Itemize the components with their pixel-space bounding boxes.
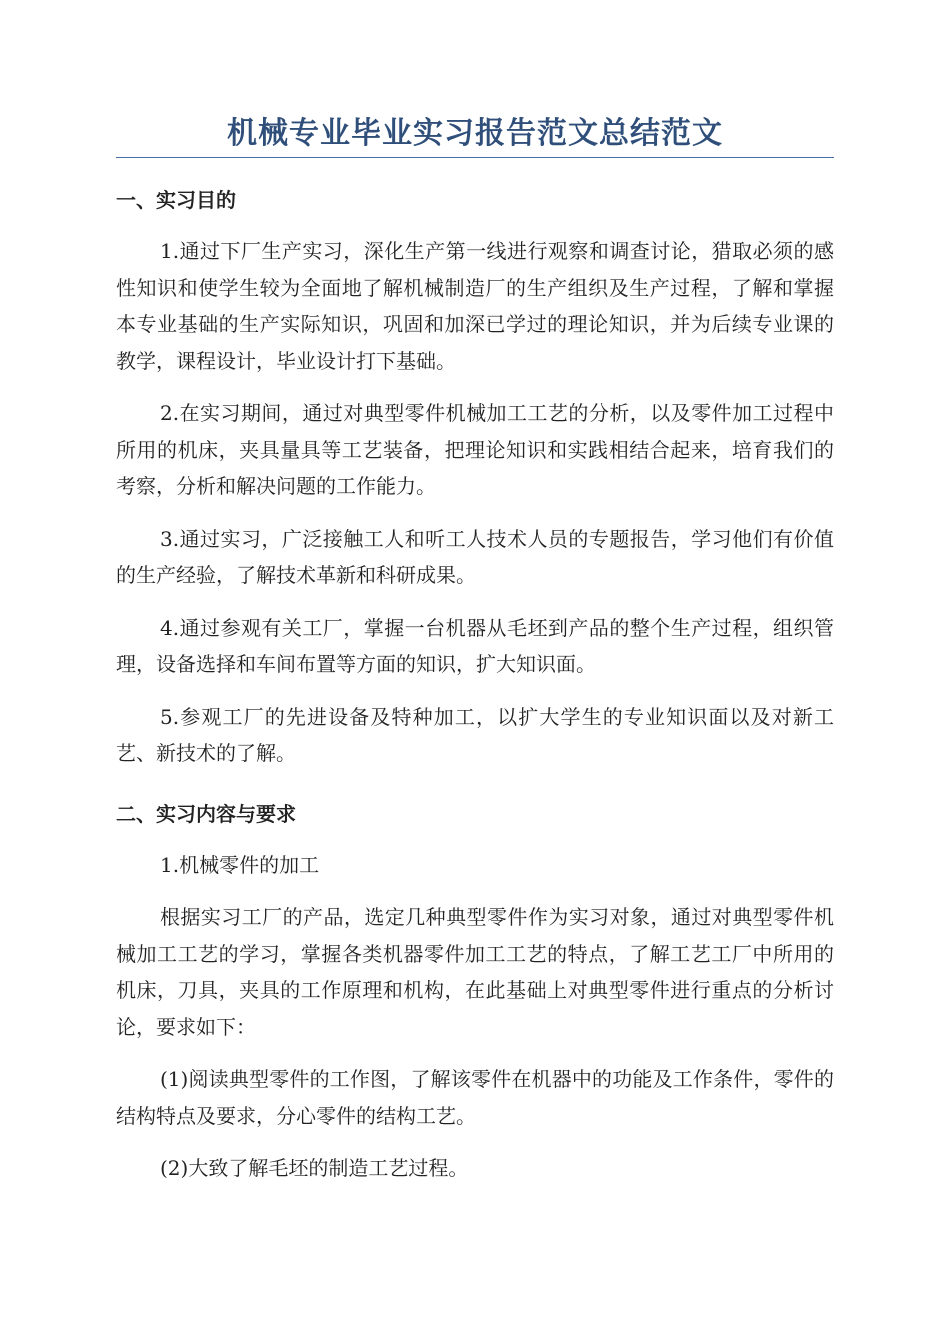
paragraph: 4.通过参观有关工厂，掌握一台机器从毛坯到产品的整个生产过程，组织管理，设备选择和车间布置等方面的知识，扩大知识面。	[116, 615, 834, 676]
paragraph: 3.通过实习，广泛接触工人和听工人技术人员的专题报告，学习他们有价值的生产经验，了解技术革新和科研成果。	[116, 526, 834, 587]
paragraph: 1.机械零件的加工	[160, 852, 320, 877]
document-page	[116, 112, 834, 1187]
paragraph: 1.通过下厂生产实习，深化生产第一线进行观察和调查讨论，猎取必须的感性知识和使学生较为全面地了解机械制造厂的生产组织及生产过程，了解和掌握本专业基础的生产实际知识，巩固和加深已学过的理论知识，并为后续专业课的教学，课程设计，毕业设计打下基础。	[116, 239, 834, 373]
section-heading: 一、实习目的	[116, 188, 236, 212]
section-heading: 二、实习内容与要求	[116, 801, 296, 826]
paragraph: 根据实习工厂的产品，选定几种典型零件作为实习对象，通过对典型零件机械加工工艺的学习，掌握各类机器零件加工工艺的特点，了解工艺工厂中所用的机床，刀具，夹具的工作原理和机构，在此基础上对典型零件进行重点的分析讨论，要求如下：	[116, 905, 834, 1039]
paragraph: 2.在实习期间，通过对典型零件机械加工工艺的分析，以及零件加工过程中所用的机床，夹具量具等工艺装备，把理论知识和实践相结合起来，培育我们的考察，分析和解决问题的工作能力。	[116, 401, 834, 498]
paragraph: 5.参观工厂的先进设备及特种加工，以扩大学生的专业知识面以及对新工艺、新技术的了解。	[116, 704, 834, 765]
document-title: 机械专业毕业实习报告范文总结范文	[116, 112, 834, 158]
paragraph: (1)阅读典型零件的工作图，了解该零件在机器中的功能及工作条件，零件的结构特点及要求，分心零件的结构工艺。	[116, 1067, 834, 1128]
paragraph: (2)大致了解毛坯的制造工艺过程。	[160, 1156, 469, 1180]
